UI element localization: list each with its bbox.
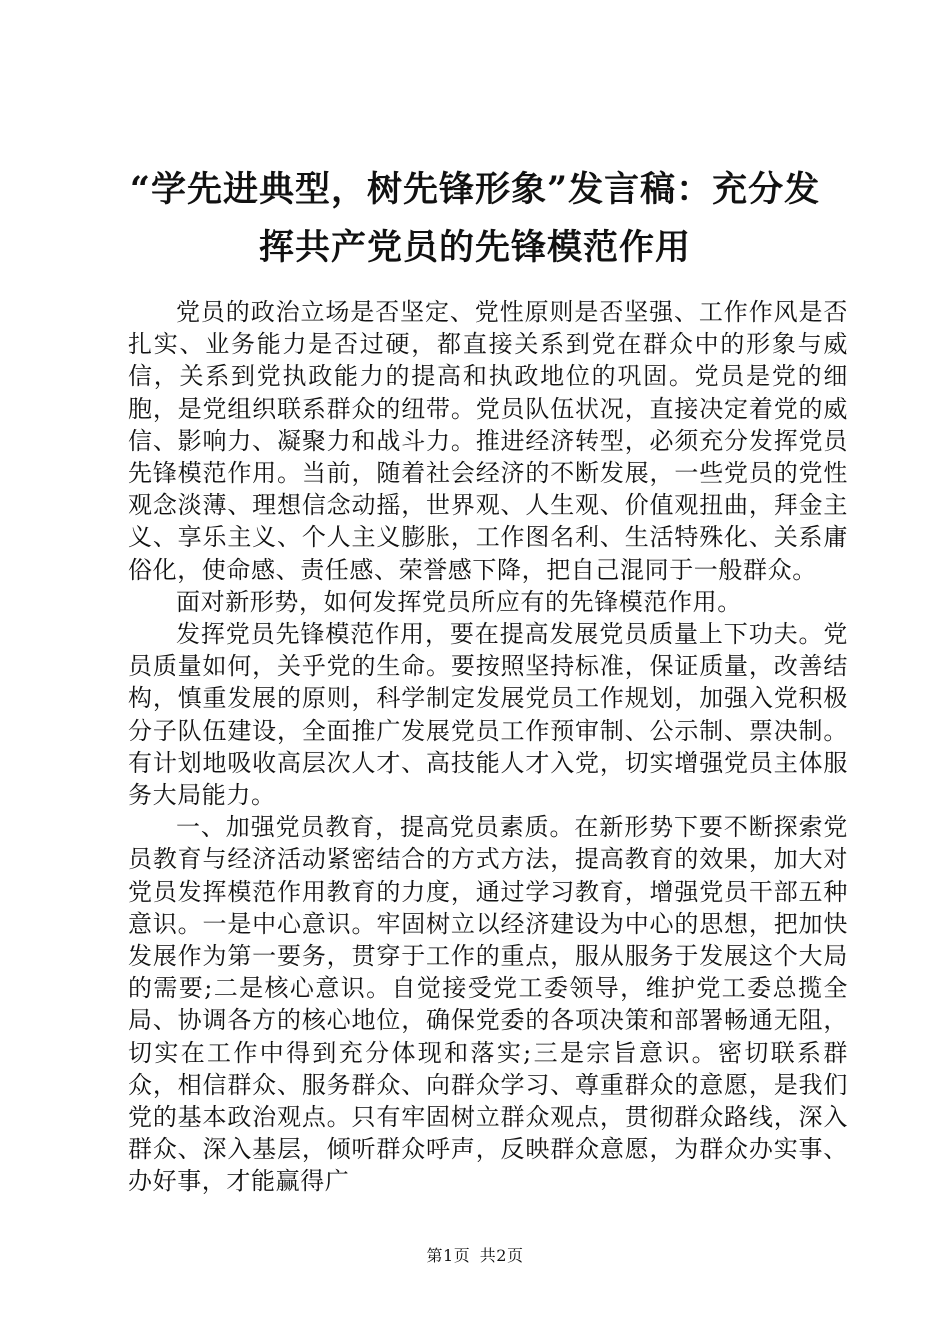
page-footer	[0, 1243, 950, 1266]
document-title-line-1: “学先进典型，树先锋形象”发言稿：充分发	[129, 169, 821, 210]
paragraph-2: 面对新形势，如何发挥党员所应有的先锋模范作用。	[176, 587, 742, 616]
page-number-total: 共2页	[479, 1246, 524, 1265]
page-number-current: 第1页	[426, 1246, 471, 1265]
paragraph-3: 发挥党员先锋模范作用，要在提高发展党员质量上下功夫。党员质量如何，关乎党的生命。要按照坚持标准，保证质量，改善结构，慎重发展的原则，科学制定发展党员工作规划，加强入党积极分子队伍建设，全面推广发展党员工作预审制、公示制、票决制。有计划地吸收高层次人才、高技能人才入党，切实增强党员主体服务大局能力。	[128, 620, 848, 810]
paragraph-4: 一、加强党员教育，提高党员素质。在新形势下要不断探索党员教育与经济活动紧密结合的方式方法，提高教育的效果，加大对党员发挥模范作用教育的力度，通过学习教育，增强党员干部五种意识。一是中心意识。牢固树立以经济建设为中心的思想，把加快发展作为第一要务，贯穿于工作的重点，服从服务于发展这个大局的需要;二是核心意识。自觉接受党工委领导，维护党工委总揽全局、协调各方的核心地位，确保党委的各项决策和部署畅通无阻，切实在工作中得到充分体现和落实;三是宗旨意识。密切联系群众，相信群众、服务群众、向群众学习、尊重群众的意愿，是我们党的基本政治观点。只有牢固树立群众观点，贯彻群众路线，深入群众、深入基层，倾听群众呼声，反映群众意愿，为群众办实事、办好事，才能赢得广	[128, 813, 848, 1196]
paragraph-1: 党员的政治立场是否坚定、党性原则是否坚强、工作作风是否扎实、业务能力是否过硬，都直接关系到党在群众中的形象与威信，关系到党执政能力的提高和执政地位的巩固。党员是党的细胞，是党组织联系群众的纽带。党员队伍状况，直接决定着党的威信、影响力、凝聚力和战斗力。推进经济转型，必须充分发挥党员先锋模范作用。当前，随着社会经济的不断发展，一些党员的党性观念淡薄、理想信念动摇，世界观、人生观、价值观扭曲，拜金主义、享乐主义、个人主义膨胀，工作图名利、生活特殊化、关系庸俗化，使命感、责任感、荣誉感下降，把自己混同于一般群众。	[128, 298, 848, 584]
document-body	[128, 296, 848, 1198]
document-title-line-2: 挥共产党员的先锋模范作用	[258, 227, 691, 268]
